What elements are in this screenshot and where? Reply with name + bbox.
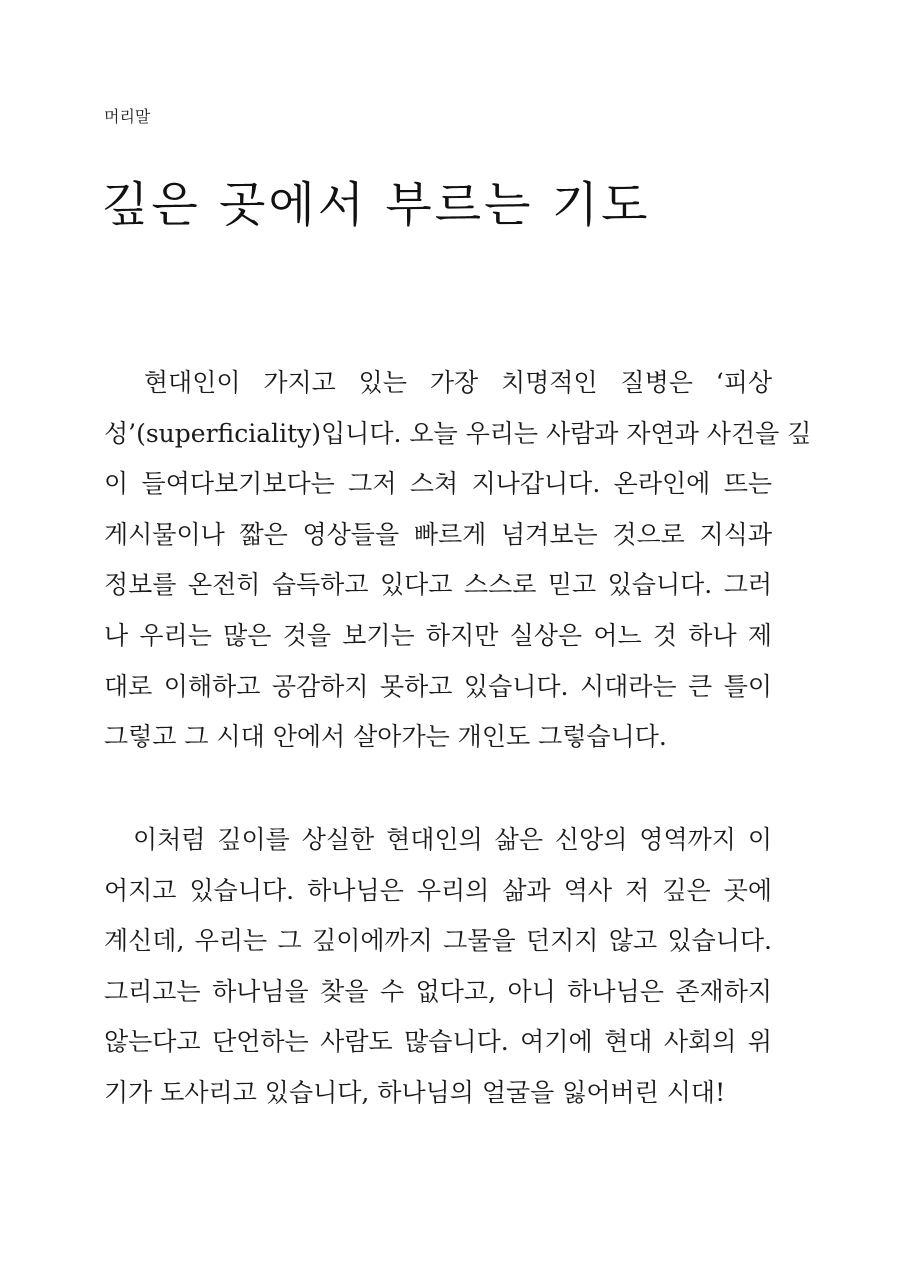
paragraph-1	[104, 358, 812, 763]
text-line: 성’(superficiality)입니다. 오늘 우리는 사람과 자연과 사건을 깊	[104, 418, 812, 448]
text-line: 정보를 온전히 습득하고 있다고 스스로 믿고 있습니다. 그러	[104, 570, 772, 600]
text-line: 어지고 있습니다. 하나님은 우리의 삶과 역사 저 깊은 곳에	[104, 875, 772, 905]
text-line: 이 들여다보기보다는 그저 스쳐 지나갑니다. 온라인에 뜨는	[104, 469, 772, 499]
text-line: 그리고는 하나님을 찾을 수 없다고, 아니 하나님은 존재하지	[104, 976, 772, 1006]
text-line: 게시물이나 짧은 영상들을 빠르게 넘겨보는 것으로 지식과	[104, 519, 772, 549]
text-line: 이처럼 깊이를 상실한 현대인의 삶은 신앙의 영역까지 이	[104, 825, 772, 854]
text-line: 대로 이해하고 공감하지 못하고 있습니다. 시대라는 큰 틀이	[104, 671, 772, 701]
paragraph-2	[104, 815, 772, 1119]
text-line: 현대인이 가지고 있는 가장 치명적인 질병은 ‘피상	[104, 368, 772, 397]
page-title: 깊은 곳에서 부르는 기도	[102, 177, 651, 233]
section-label: 머리말	[104, 107, 151, 126]
text-line: 기가 도사리고 있습니다, 하나님의 얼굴을 잃어버린 시대!	[104, 1077, 726, 1107]
text-line: 나 우리는 많은 것을 보기는 하지만 실상은 어느 것 하나 제	[104, 620, 772, 650]
text-line: 않는다고 단언하는 사람도 많습니다. 여기에 현대 사회의 위	[104, 1027, 772, 1057]
text-line: 그렇고 그 시대 안에서 살아가는 개인도 그렇습니다.	[104, 722, 667, 752]
text-line: 계신데, 우리는 그 깊이에까지 그물을 던지지 않고 있습니다.	[104, 926, 772, 956]
